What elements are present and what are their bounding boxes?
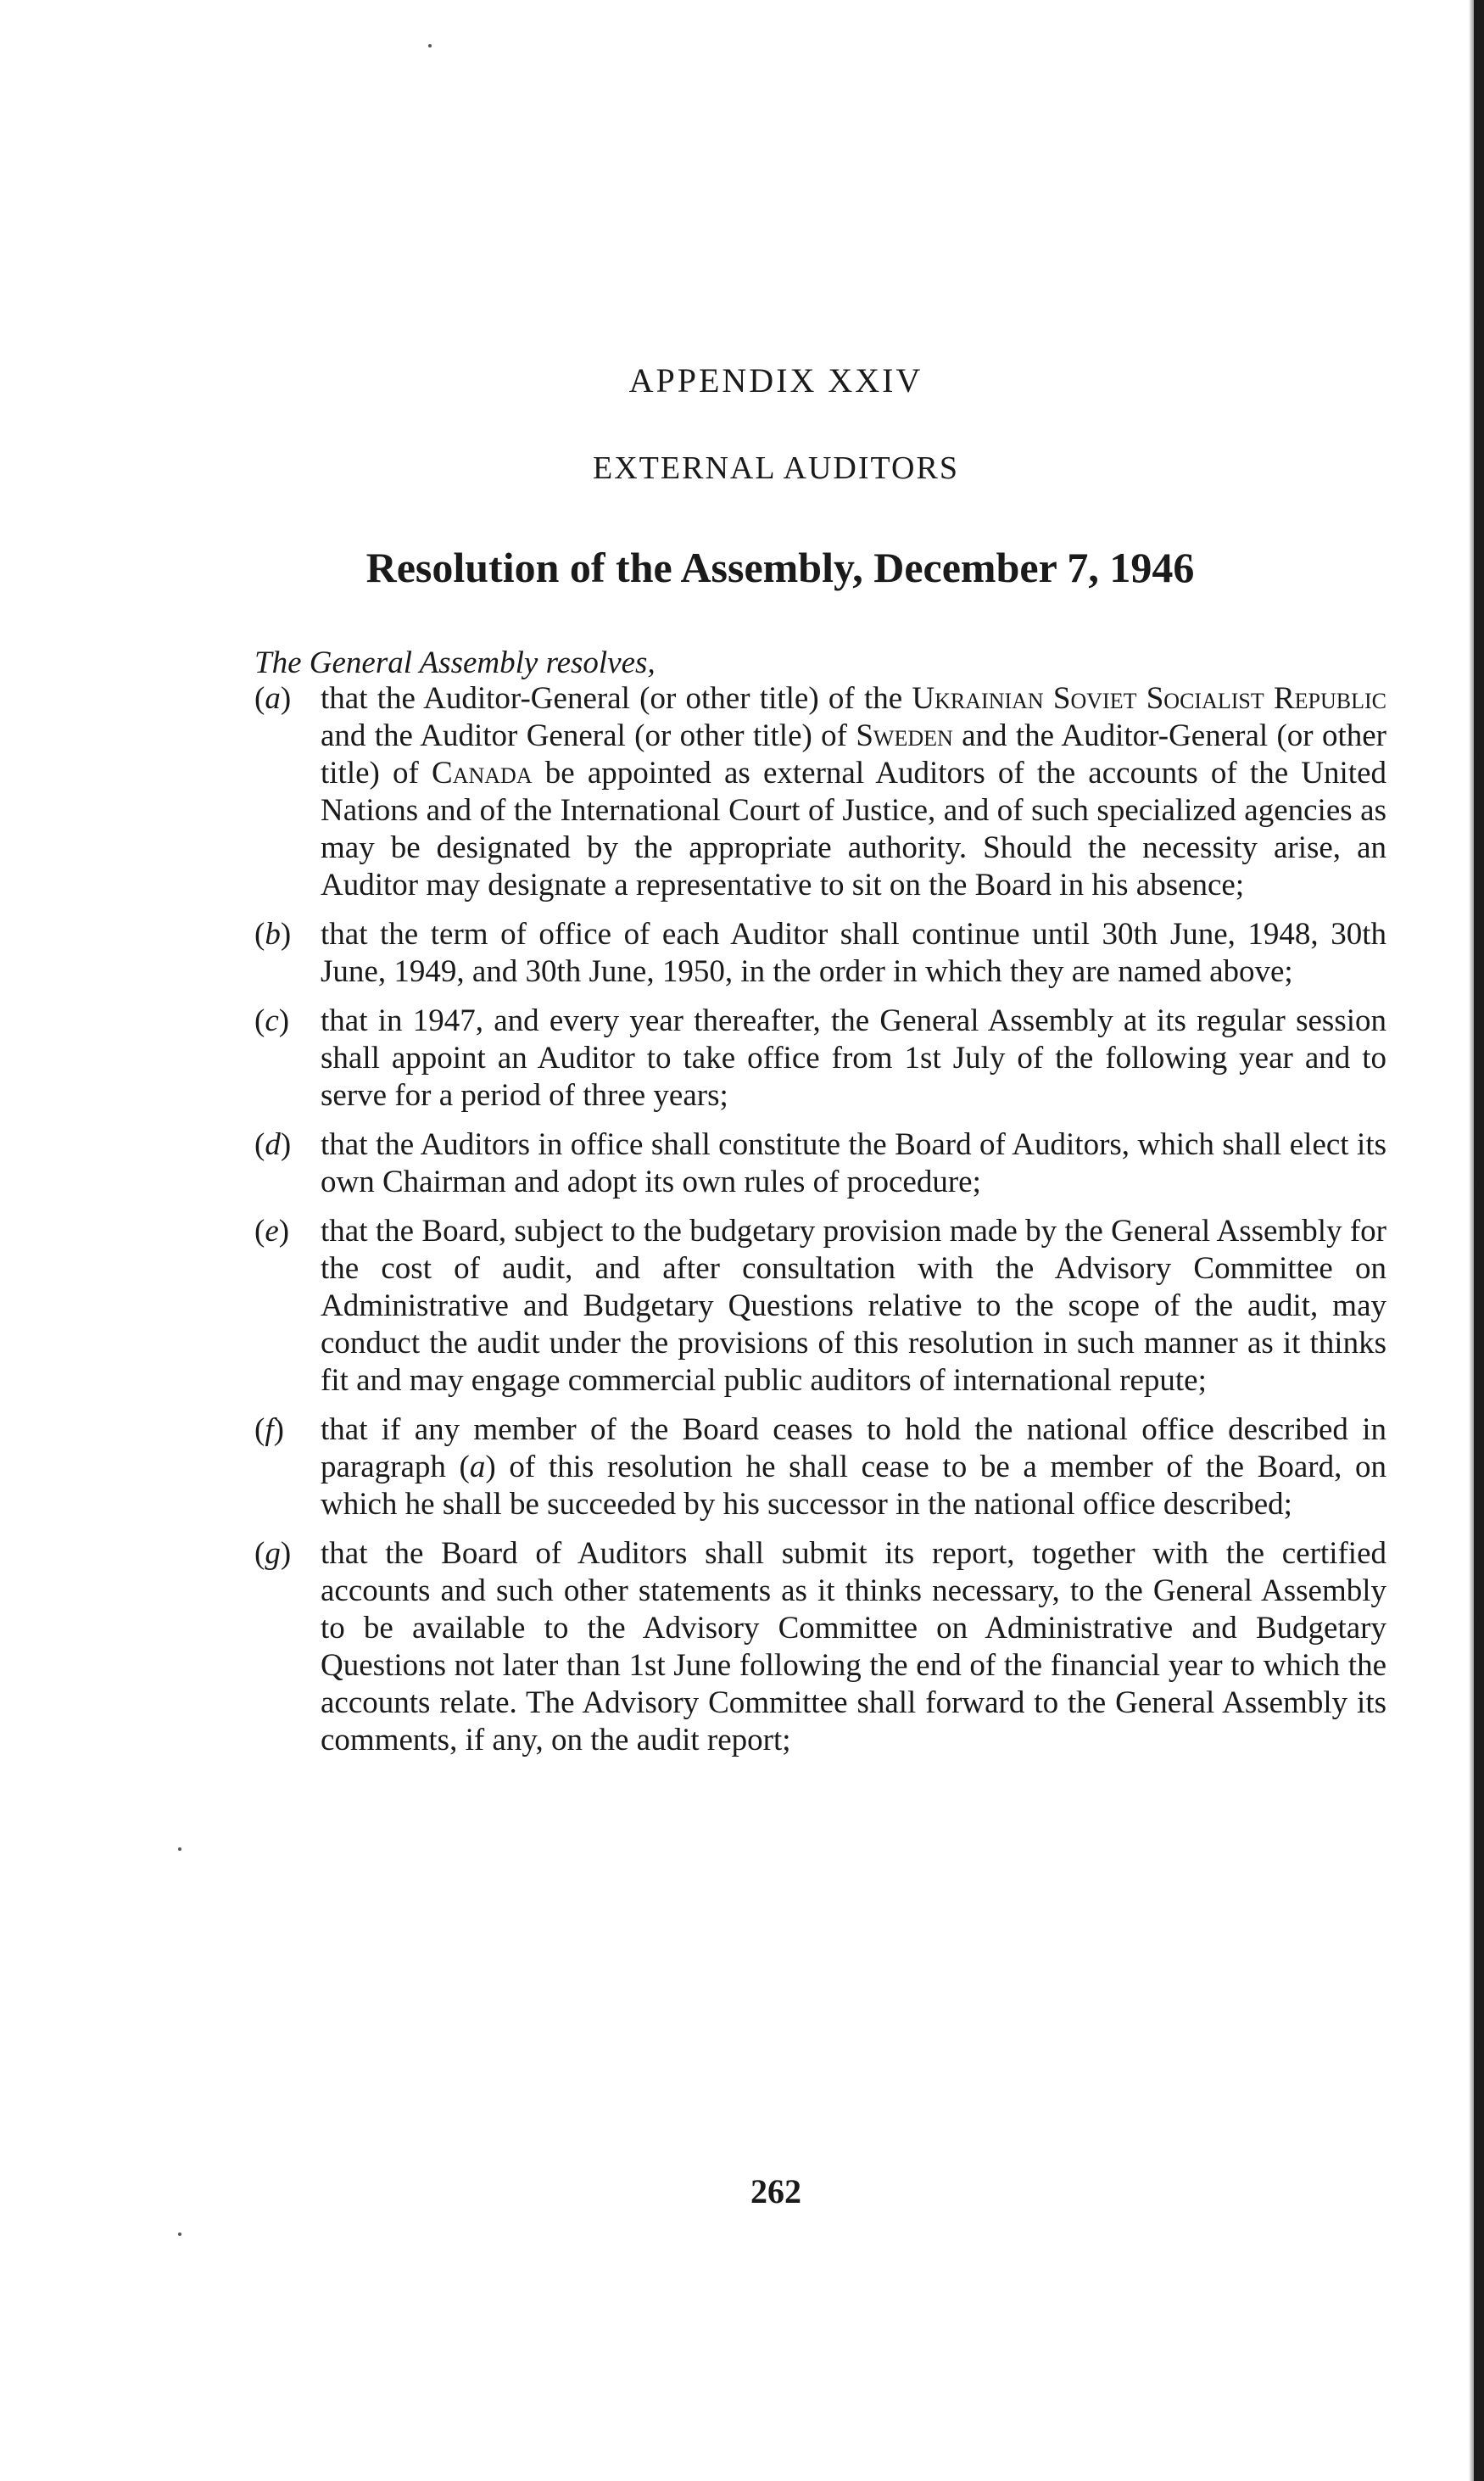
clause-a — [254, 680, 1386, 904]
clause-label: (c) — [254, 1003, 290, 1038]
clause-letter: b — [265, 917, 281, 952]
clause-letter: g — [265, 1536, 281, 1571]
clause-g — [254, 1535, 1386, 1759]
clause-text-segment: that the Auditor-General (or other title) of the — [321, 681, 912, 716]
clause-label: (d) — [254, 1127, 292, 1162]
clause-d — [254, 1126, 1386, 1201]
country-name: Ukrainian Soviet Socialist Republic — [912, 681, 1386, 716]
clause-text-segment: that the term of office of each Auditor shall continue until 30th June, 1948, 30th June, 1949, and 30th June, 1950, in the order in which they are named above; — [321, 917, 1386, 989]
clause-text — [321, 1411, 1386, 1523]
scan-speck — [428, 44, 432, 47]
clause-label: (b) — [254, 917, 292, 952]
clause-text-segment: that the Auditors in office shall constitute the Board of Auditors, which shall elect its own Chairman and adopt its own rules of procedure; — [321, 1127, 1386, 1199]
clause-text-segment: and the Auditor-General (or other title) of — [321, 718, 1386, 791]
country-name: Sweden — [856, 718, 953, 753]
clause-b — [254, 916, 1386, 991]
clause-text-segment: a — [469, 1450, 486, 1484]
clause-text — [321, 1213, 1386, 1400]
resolution-title: Resolution of the Assembly, December 7, 1946 — [365, 544, 1195, 591]
clause-text-segment: and the Auditor General (or other title) of — [321, 718, 856, 753]
clause-letter: a — [265, 681, 281, 716]
section-heading: EXTERNAL AUDITORS — [593, 450, 959, 486]
clause-letter: e — [265, 1214, 279, 1249]
clause-text — [321, 1003, 1386, 1115]
clause-text-segment: that the Board, subject to the budgetary provision made by the General Assembly for the cost of audit, and after consultation with the Advisory Committee on Administrative and Budgetary Questions relative to the scope of the audit, may conduct the audit under the provisions of this resolution in such manner as it thinks fit and may engage commercial public auditors of international repute; — [321, 1214, 1386, 1398]
clause-letter: d — [265, 1127, 281, 1162]
clause-text — [321, 916, 1386, 991]
clause-label: (e) — [254, 1214, 290, 1249]
clause-e — [254, 1213, 1386, 1400]
clause-label: (a) — [254, 681, 292, 716]
clause-letter: c — [265, 1003, 279, 1038]
clause-text-segment: that in 1947, and every year thereafter, the General Assembly at its regular session shall appoint an Auditor to take office from 1st July of the following year and to serve for a period of three years; — [321, 1003, 1386, 1113]
clause-text — [321, 1535, 1386, 1759]
clause-label: (f) — [254, 1412, 284, 1447]
resolution-intro: The General Assembly resolves, — [254, 645, 656, 680]
scan-speck — [178, 2232, 181, 2236]
scan-speck — [178, 1847, 181, 1851]
clause-label: (g) — [254, 1536, 292, 1571]
clause-text — [321, 680, 1386, 904]
clause-text — [321, 1126, 1386, 1201]
clause-text-segment: be appointed as external Auditors of the accounts of the United Nations and of the International Court of Justice, and of such specialized agencies as may be designated by the appropriate authority. Should the necessity arise, an Auditor may designate a representative to sit on the Board in his absence; — [321, 756, 1387, 902]
clause-letter: f — [265, 1412, 274, 1447]
clause-text-segment: that if any member of the Board ceases to hold the national office described in paragraph ( — [321, 1412, 1386, 1484]
appendix-heading: APPENDIX XXIV — [628, 361, 923, 400]
country-name: Canada — [432, 756, 533, 791]
page-number: 262 — [750, 2172, 801, 2210]
clause-f — [254, 1411, 1386, 1523]
clause-list — [254, 680, 1386, 1759]
clause-c — [254, 1003, 1386, 1115]
clause-text-segment: ) of this resolution he shall cease to be a member of the Board, on which he shall be succeeded by his successor in the national office described; — [321, 1450, 1386, 1522]
clause-text-segment: that the Board of Auditors shall submit its report, together with the certified accounts and such other statements as it thinks necessary, to the General Assembly to be available to the Advisory Committee on Administrative and Budgetary Questions not later than 1st June following the end of the financial year to which the accounts relate. The Advisory Committee shall forward to the General Assembly its comments, if any, on the audit report; — [321, 1536, 1386, 1757]
